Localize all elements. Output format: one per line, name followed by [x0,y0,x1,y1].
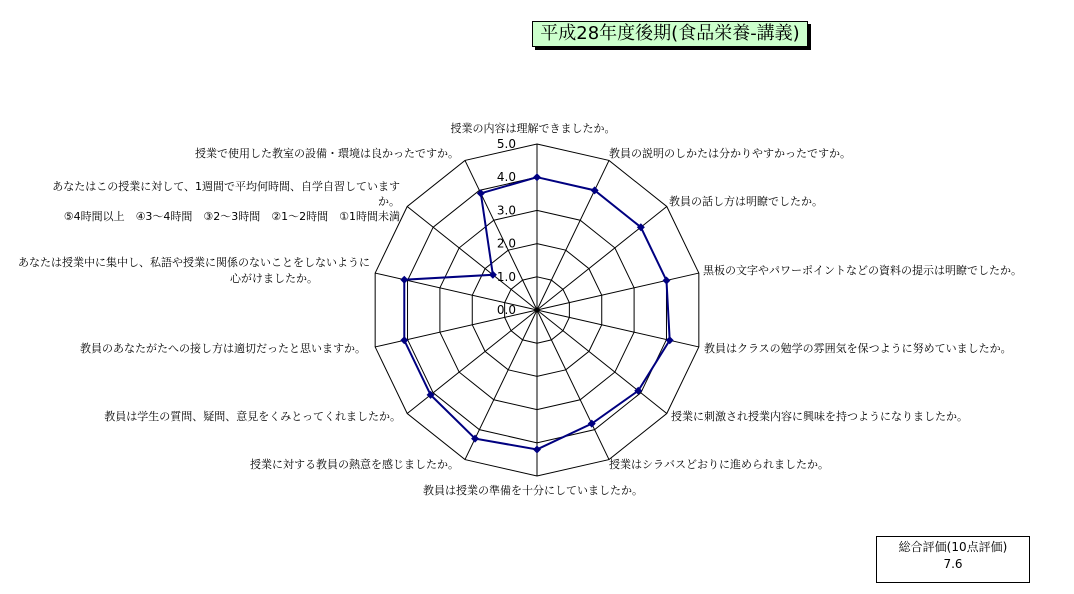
data-point [533,173,541,181]
category-label: 教員はクラスの勉学の雰囲気を保つように努めていましたか。 [704,342,1012,355]
tick-label: 4.0 [496,170,516,185]
data-point [533,445,541,453]
overall-rating-value: 7.6 [943,557,963,571]
category-label: あなたはこの授業に対して、1週間で平均何時間、自学自習しています か。 ⑤4時間以上 ④3～4時間 ③2～3時間 ②1～2時間 ①1時間未満 [52,180,400,223]
category-label: 教員は学生の質問、疑問、意見をくみとってくれましたか。 [104,410,401,423]
category-label: 教員の話し方は明瞭でしたか。 [669,195,823,208]
category-label: 教員は授業の準備を十分にしていましたか。 [423,484,643,497]
overall-rating-label: 総合評価(10点評価) [898,540,1008,554]
category-label: 授業に対する教員の熱意を感じましたか。 [250,458,459,471]
radar-tick-labels [497,137,516,317]
axis-spoke [537,273,699,310]
overall-rating-box [876,536,1030,583]
axis-spoke [537,310,699,347]
chart-title: 平成28年度後期(食品栄養-講義) [532,21,808,47]
category-label: 授業の内容は理解できましたか。 [450,122,616,135]
data-point [477,189,485,197]
category-label: 授業はシラバスどおりに進められましたか。 [609,458,829,471]
category-label: 黒板の文字やパワーポイントなどの資料の提示は明瞭でしたか。 [703,264,1022,277]
tick-label: 3.0 [496,203,516,218]
category-label: 授業で使用した教室の設備・環境は良かったですか。 [195,147,459,160]
tick-label: 1.0 [496,269,516,284]
data-point [662,276,670,284]
category-label: 教員のあなたがたへの接し方は適切だったと思いますか。 [80,342,366,355]
category-label: 教員の説明のしかたは分かりやすかったですか。 [609,147,851,160]
category-label: あなたは授業中に集中し、私語や授業に関係のないことをしないように 心がけましたか。 [18,256,370,285]
tick-label: 2.0 [496,236,516,251]
tick-label: 5.0 [496,137,516,151]
tick-label: 0.0 [496,303,516,317]
category-label: 授業に刺激され授業内容に興味を持つようになりましたか。 [671,410,968,423]
